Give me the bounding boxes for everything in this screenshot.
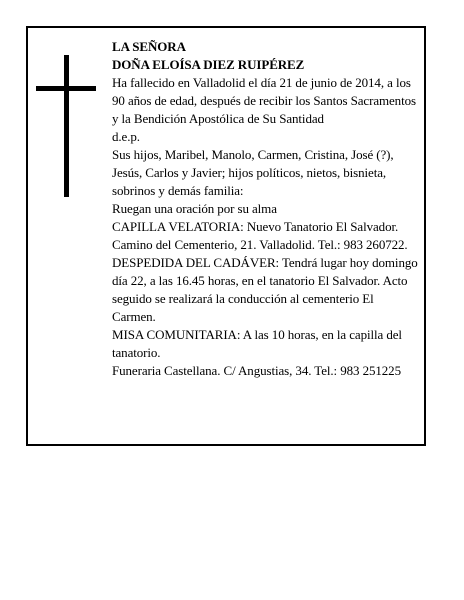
chapel-info: CAPILLA VELATORIA: Nuevo Tanatorio El Salvador. Camino del Cementerio, 21. Valladolid. Tel.: 983 260722.	[112, 219, 408, 252]
deceased-name: DOÑA ELOÍSA DIEZ RUIPÉREZ	[112, 57, 305, 72]
farewell-info: DESPEDIDA DEL CADÁVER: Tendrá lugar hoy domingo día 22, a las 16.45 horas, en el tanatorio El Salvador. Acto seguido se realizará la conducción al cementerio El Carmen.	[112, 255, 418, 324]
family-list: Sus hijos, Maribel, Manolo, Carmen, Cristina, José (?), Jesús, Carlos y Javier; hijos políticos, nietos, bisnieta, sobrinos y demás familia:	[112, 147, 394, 198]
prayer-request: Ruegan una oración por su alma	[112, 201, 277, 216]
cross-icon	[36, 55, 96, 197]
death-announcement: Ha fallecido en Valladolid el día 21 de junio de 2014, a los 90 años de edad, después de recibir los Santos Sacramentos y la Bendición Apostólica de Su Santidad	[112, 75, 416, 126]
rip-abbreviation: d.e.p.	[112, 129, 140, 144]
mass-info: MISA COMUNITARIA: A las 10 horas, en la capilla del tanatorio.	[112, 327, 402, 360]
notice-text	[112, 38, 418, 380]
notice-title-line1: LA SEÑORA	[112, 39, 186, 54]
funeral-home-info: Funeraria Castellana. C/ Angustias, 34. Tel.: 983 251225	[112, 363, 401, 378]
